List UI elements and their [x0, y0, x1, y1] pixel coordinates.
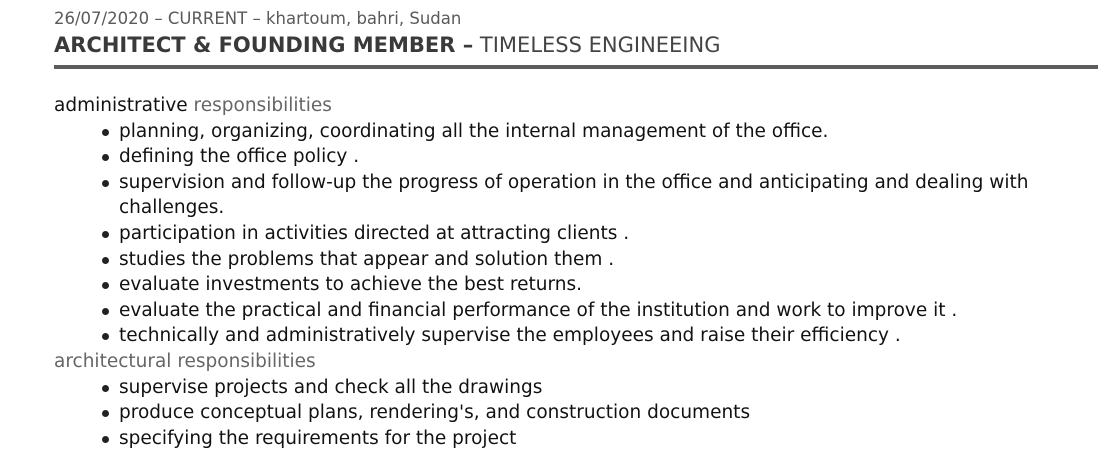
company-name: TIMELESS ENGINEEING: [473, 33, 721, 57]
entry-title: [54, 31, 1098, 59]
list-item: technically and administratively supervise the employees and raise their efficiency .: [98, 323, 1098, 349]
administrative-heading-lead: administrative: [54, 95, 188, 116]
job-title: ARCHITECT & FOUNDING MEMBER –: [54, 33, 474, 57]
architectural-heading: architectural responsibilities: [54, 350, 316, 372]
list-item: specifying the requirements for the project: [98, 426, 1098, 452]
administrative-section: [54, 93, 1098, 349]
administrative-heading-rest: responsibilities: [187, 95, 332, 116]
entry-date-location: 26/07/2020 – CURRENT – khartoum, bahri, Sudan: [54, 9, 462, 28]
architectural-list: [54, 375, 1098, 452]
list-item: supervision and follow-up the progress of operation in the office and anticipating and dealing with challenges.: [98, 170, 1098, 221]
list-item: defining the office policy .: [98, 144, 1098, 170]
experience-entry: [54, 6, 1098, 451]
list-item: supervise projects and check all the drawings: [98, 375, 1098, 401]
architectural-section: [54, 349, 1098, 451]
section-divider: [54, 65, 1098, 69]
list-item: planning, organizing, coordinating all the internal management of the office.: [98, 119, 1098, 145]
administrative-list: [54, 119, 1098, 349]
list-item: evaluate investments to achieve the best returns.: [98, 272, 1098, 298]
list-item: studies the problems that appear and solution them .: [98, 247, 1098, 273]
list-item: participation in activities directed at attracting clients .: [98, 221, 1098, 247]
list-item: produce conceptual plans, rendering's, and construction documents: [98, 400, 1098, 426]
administrative-heading: [54, 93, 1098, 119]
list-item: evaluate the practical and financial performance of the institution and work to improve it .: [98, 298, 1098, 324]
